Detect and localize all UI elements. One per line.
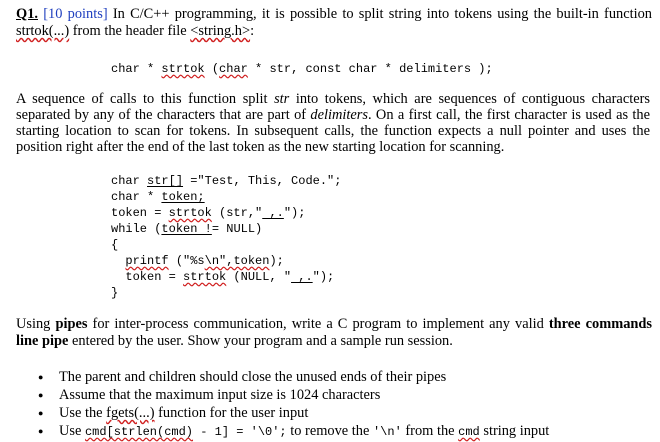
decl-open-paren: ( [204, 62, 220, 76]
list-item [38, 422, 549, 441]
bullet-text: function for the user input [154, 405, 309, 421]
code-token: (NULL, " [226, 270, 292, 284]
task-paragraph [16, 316, 652, 350]
task-three-commands-term: three commands line pipe [16, 316, 653, 349]
description-paragraph [16, 91, 650, 155]
question-number: Q1. [16, 6, 38, 22]
requirements-list [38, 368, 549, 441]
bullet-text: The parent and children should close the unused ends of their pipes [59, 369, 447, 385]
code-line-5: { [111, 238, 119, 252]
code-token: while ( [111, 222, 162, 236]
code-line-1 [111, 173, 341, 189]
intro-text-2: from the header file [69, 23, 191, 39]
code-token: str[] [147, 174, 184, 188]
code-token: token ! [161, 222, 212, 236]
list-item [38, 386, 549, 404]
decl-parameters: * str, const char * delimiters ); [247, 62, 493, 76]
desc-str-term: str [274, 91, 290, 107]
list-item [38, 404, 549, 422]
code-token: "); [312, 270, 335, 284]
bullet-text: string input [479, 423, 550, 439]
code-token: strtok [168, 206, 212, 220]
code-token [111, 254, 125, 268]
decl-char-keyword: char [219, 62, 248, 76]
fgets-function-name: fgets(...) [106, 405, 155, 421]
decl-return-type: char * [111, 62, 162, 76]
code-token: token = [111, 206, 169, 220]
bullet-text: Use [59, 423, 85, 439]
bullet-text: from the [401, 423, 459, 439]
desc-delimiters-term: delimiters [310, 107, 368, 123]
intro-text-3: : [250, 23, 255, 39]
question-intro [16, 6, 652, 40]
desc-text-1: A sequence of calls to this function split [16, 91, 275, 107]
desc-text-2: into tokens, which are sequences of contiguous characters separated by any of the characters that are part of [16, 91, 650, 123]
code-token: ("%s [168, 254, 205, 268]
code-token: token; [161, 190, 205, 204]
task-text-1: Using [16, 316, 56, 332]
question-points: [10 points] [43, 6, 108, 22]
code-line-2 [111, 189, 341, 205]
example-code-block [111, 173, 341, 301]
code-token: char * [111, 190, 162, 204]
code-line-3 [111, 205, 341, 221]
code-token: ,. [291, 270, 313, 284]
code-token: token = [111, 270, 184, 284]
code-token: ="Test, This, Code."; [183, 174, 342, 188]
code-token: ); [269, 254, 284, 268]
intro-text-1: In C/C++ programming, it is possible to split string into tokens using the built-in function [107, 6, 652, 22]
decl-function-name: strtok [161, 62, 205, 76]
code-line-4 [111, 221, 341, 237]
bullet-text: Assume that the maximum input size is 1024 characters [59, 387, 381, 403]
task-text-3: entered by the user. Show your program and a sample run session. [68, 333, 453, 349]
code-token: ,. [262, 206, 284, 220]
bullet-code: cmd [458, 425, 480, 439]
code-token: strtok [183, 270, 227, 284]
code-line-7 [111, 269, 341, 285]
code-token: \n",token [204, 254, 270, 268]
list-item [38, 368, 549, 386]
strtok-declaration [111, 62, 493, 76]
task-pipes-term: pipes [55, 316, 88, 332]
code-token: char [111, 174, 148, 188]
code-token: = NULL) [211, 222, 263, 236]
desc-text-3: . On a first call, the first character is used as the starting location to scan for tokens. In subsequent calls, the function expects a null pointer and uses the position right after the end of the last token as the new starting location for scanning. [16, 107, 651, 155]
bullet-text: Use the [59, 405, 107, 421]
code-line-6 [111, 253, 341, 269]
code-token: (str," [211, 206, 263, 220]
bullet-text: to remove the [286, 423, 373, 439]
bullet-code: cmd[strlen(cmd) [84, 425, 194, 439]
bullet-code: '\n' [372, 425, 402, 439]
code-line-8: } [111, 286, 119, 300]
bullet-code: - 1] = '\0'; [193, 425, 287, 439]
code-token: printf [125, 254, 169, 268]
header-file-name: <string.h> [190, 23, 251, 39]
strtok-function-name: strtok(...) [16, 23, 70, 39]
code-token: "); [283, 206, 306, 220]
task-text-2: for inter-process communication, write a C program to implement any valid [87, 316, 549, 332]
